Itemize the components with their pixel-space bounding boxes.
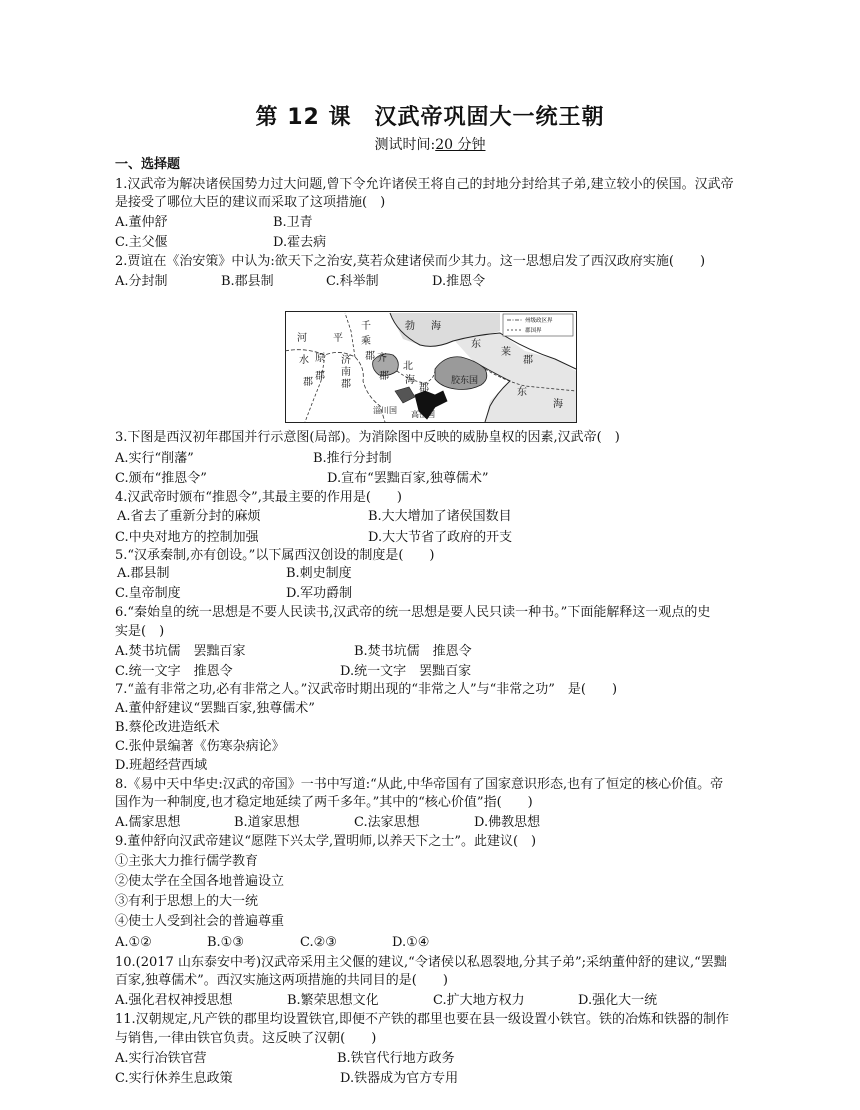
q11-option-a[interactable]: A.实行冶铁官营 [115,1051,207,1066]
map-label: 南 [341,367,351,378]
map-label: 原 [315,353,325,364]
q6-option-a[interactable]: A.焚书坑儒 罢黜百家 [115,644,246,659]
map-label: 郡 [365,351,375,362]
q6-stem-cont: 实是( ) [115,624,165,639]
q10-option-c[interactable]: C.扩大地方权力 [433,993,525,1008]
q8-stem-cont: 国作为一种制度,也才稳定地延续了两千多年。”其中的“核心价值”指( ) [115,795,533,810]
q9-option-c[interactable]: C.②③ [300,935,337,950]
map-label: 济 [341,355,351,366]
q10-stem: 10.(2017 山东泰安中考)汉武帝采用主父偃的建议,“令诸侯以私恩裂地,分其子弟”;采纳董仲舒的建议,“罢黜 [115,955,727,970]
q3-stem: 3.下图是西汉初年郡国并行示意图(局部)。为消除图中反映的威胁皇权的因素,汉武帝( ) [115,430,620,445]
q4-option-a[interactable]: A.省去了重新分封的麻烦 [117,509,261,524]
q8-option-d[interactable]: D.佛教思想 [474,815,541,830]
map-label: 郡 [379,371,389,382]
q2-option-b[interactable]: B.郡县制 [221,274,274,289]
test-time [0,134,860,154]
q5-stem: 5.“汉承秦制,亦有创设。”以下属西汉创设的制度是( ) [115,548,435,563]
q8-option-a[interactable]: A.儒家思想 [115,815,181,830]
q6-option-c[interactable]: C.统一文字 推恩令 [115,664,233,679]
q11-option-b[interactable]: B.铁官代行地方政务 [337,1051,455,1066]
q8-stem: 8.《易中天中华史:汉武的帝国》一书中写道:“从此,中华帝国有了国家意识形态,也有了恒定的核心价值。帝 [115,777,724,792]
page-title: 第 12 课 汉武帝巩固大一统王朝 [255,105,605,130]
q1-option-b[interactable]: B.卫青 [273,215,313,230]
q10-option-b[interactable]: B.繁荣思想文化 [287,993,379,1008]
q11-option-d[interactable]: D.铁器成为官方专用 [340,1071,459,1086]
q1-option-a[interactable]: A.董仲舒 [115,215,168,230]
map-label: 平 [333,333,343,344]
map-label: 郡 [341,379,351,390]
test-time-value: 20 分钟 [435,137,486,153]
section-heading: 一、选择题 [115,157,181,172]
map-label: 淄川国 [373,406,397,415]
map-label: 乘 [361,336,371,347]
map-label: 勃 [405,321,415,332]
q11-stem-cont: 与销售,一律由铁官负责。这反映了汉朝( ) [115,1031,377,1046]
q5-option-d[interactable]: D.军功爵制 [286,586,353,601]
q3-option-c[interactable]: C.颁布“推恩令” [115,471,207,486]
q9-statement-2: ②使太学在全国各地普遍设立 [115,874,285,889]
q7-option-a[interactable]: A.董仲舒建议“罢黜百家,独尊儒术” [115,701,315,716]
map-label: 北 [403,361,413,372]
q1-stem: 1.汉武帝为解决诸侯国势力过大问题,曾下令允许诸侯王将自己的封地分封给其子弟,建立较小的侯国。汉武帝 [115,177,734,192]
q4-option-c[interactable]: C.中央对地方的控制加强 [115,530,259,545]
q6-stem: 6.“秦始皇的统一思想是不要人民读书,汉武帝的统一思想是要人民只读一种书。”下面能解释这一观点的史 [115,605,711,620]
q7-stem: 7.“盖有非常之功,必有非常之人。”汉武帝时期出现的“非常之人”与“非常之功” 是( ) [115,682,618,697]
map-label: 东 [517,387,527,398]
q1-stem-cont: 是接受了哪位大臣的建议而采取了这项措施( ) [115,195,386,210]
q5-option-c[interactable]: C.皇帝制度 [115,586,181,601]
map-label: 莱 [501,347,511,358]
q10-option-a[interactable]: A.强化君权神授思想 [115,993,233,1008]
map-label: 千 [361,321,371,332]
q8-option-c[interactable]: C.法家思想 [354,815,420,830]
q2-option-d[interactable]: D.推恩令 [432,274,486,289]
q5-option-b[interactable]: B.刺史制度 [286,566,352,581]
q8-option-b[interactable]: B.道家思想 [234,815,300,830]
map-label: 海 [431,321,441,332]
map-label: 胶东国 [451,376,479,386]
map-label: 齐 [377,353,387,364]
q9-option-b[interactable]: B.①③ [207,935,244,950]
q6-option-b[interactable]: B.焚书坑儒 推恩令 [354,644,472,659]
q7-option-b[interactable]: B.蔡伦改进造纸术 [115,720,220,735]
map-legend-state: 州级政区界 [525,318,553,324]
map-legend-commandery: 郡国界 [525,328,542,334]
q9-option-a[interactable]: A.①② [115,935,152,950]
map-label: 郡 [303,377,313,388]
map-label: 郡 [315,371,325,382]
test-time-label: 测试时间: [374,137,436,153]
q4-stem: 4.汉武帝时颁布“推恩令”,其最主要的作用是( ) [115,490,402,505]
q1-option-d[interactable]: D.霍去病 [273,235,327,250]
q9-statement-4: ④使士人受到社会的普遍尊重 [115,914,285,929]
q3-option-b[interactable]: B.推行分封制 [313,451,392,466]
map-label: 郡 [419,383,429,394]
q1-option-c[interactable]: C.主父偃 [115,235,168,250]
q10-stem-cont: 百家,独尊儒术”。西汉实施这两项措施的共同目的是( ) [115,973,448,988]
map-label: 东 [471,339,481,350]
map-label: 郡 [523,355,533,366]
q5-option-a[interactable]: A.郡县制 [117,566,170,581]
q4-option-d[interactable]: D.大大节省了政府的开支 [368,530,513,545]
q10-option-d[interactable]: D.强化大一统 [578,993,658,1008]
q11-stem: 11.汉朝规定,凡产铁的郡里均设置铁官,即便不产铁的郡里也要在县一级设置小铁官。铁的冶炼和铁器的制作 [115,1012,729,1027]
map-label: 河 [297,333,307,344]
q4-option-b[interactable]: B.大大增加了诸侯国数目 [368,509,512,524]
q7-option-d[interactable]: D.班超经营西域 [115,758,208,773]
q9-option-d[interactable]: D.①④ [392,935,430,950]
q9-statement-1: ①主张大力推行儒学教育 [115,854,259,869]
q3-option-d[interactable]: D.宣布“罢黜百家,独尊儒术” [327,471,489,486]
q9-stem: 9.董仲舒向汉武帝建议“愿陛下兴太学,置明师,以养天下之士”。此建议( ) [115,834,537,849]
han-commandery-map [285,311,577,423]
q7-option-c[interactable]: C.张仲景编著《伤寒杂病论》 [115,739,285,754]
q2-option-a[interactable]: A.分封制 [115,274,168,289]
map-label: 海 [553,399,563,410]
q6-option-d[interactable]: D.统一文字 罢黜百家 [340,664,472,679]
map-label: 水 [299,355,309,366]
map-label: 高密国 [411,410,435,419]
map-label: 海 [405,375,415,386]
q9-statement-3: ③有利于思想上的大一统 [115,894,259,909]
q3-option-a[interactable]: A.实行“削藩” [115,451,194,466]
q2-stem: 2.贾谊在《治安策》中认为:欲天下之治安,莫若众建诸侯而少其力。这一思想启发了西汉政府实施( ) [115,254,706,269]
q11-option-c[interactable]: C.实行休养生息政策 [115,1071,233,1086]
q2-option-c[interactable]: C.科举制 [326,274,379,289]
